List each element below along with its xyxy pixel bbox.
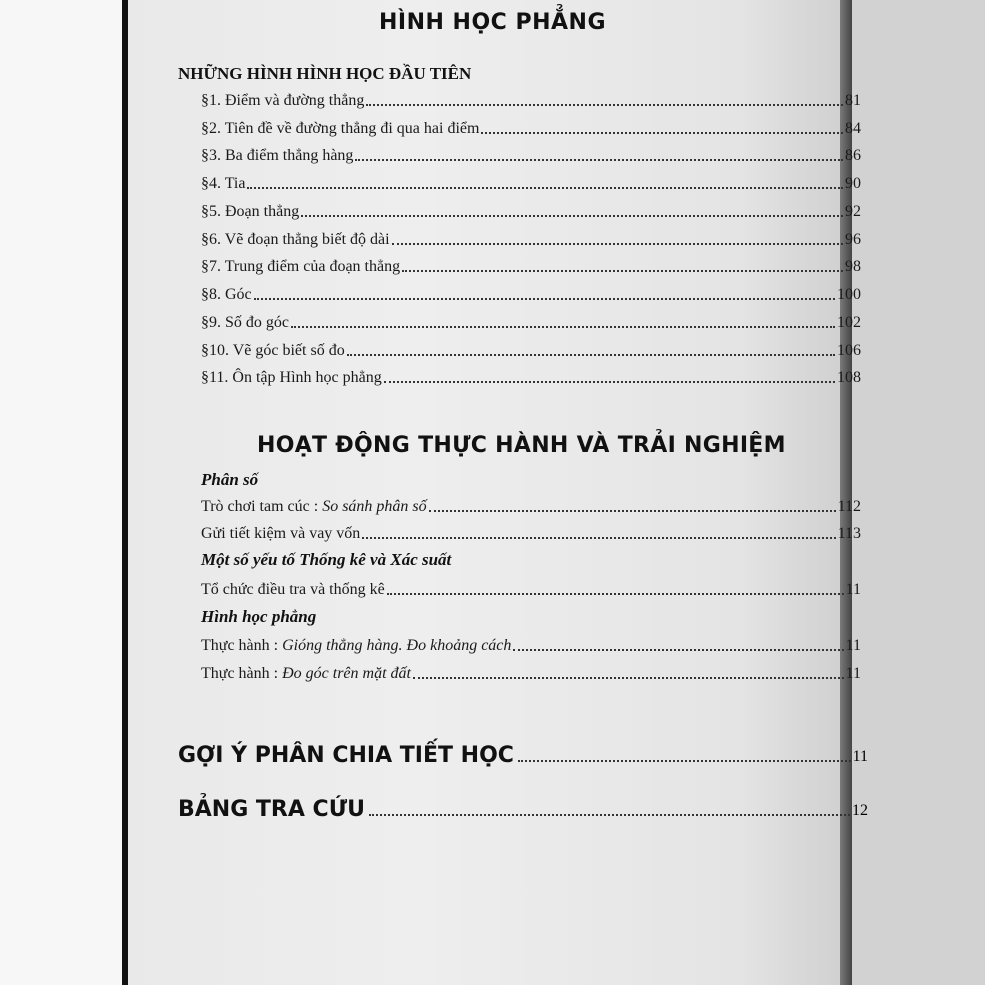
- toc-entry-page: 11: [845, 665, 861, 682]
- subsection-heading-fractions: Phân số: [201, 470, 259, 489]
- toc-entry-label: §4. Tia: [201, 175, 246, 192]
- dot-leader: [291, 326, 835, 328]
- dot-leader: [347, 354, 835, 356]
- dot-leader: [413, 677, 844, 679]
- dot-leader: [402, 270, 843, 272]
- toc-entry[interactable]: [201, 171, 861, 193]
- toc-entry-index[interactable]: [178, 790, 868, 822]
- toc-entry-label: §10. Vẽ góc biết số đo: [201, 342, 345, 359]
- toc-entry-label: Gửi tiết kiệm và vay vốn: [201, 525, 361, 542]
- toc-entry[interactable]: [201, 88, 861, 110]
- dot-leader: [366, 104, 843, 106]
- toc-entry[interactable]: [201, 338, 861, 360]
- toc-entry-page: 106: [837, 342, 861, 359]
- toc-entry[interactable]: [201, 227, 861, 249]
- toc-entry-label: Tổ chức điều tra và thống kê: [201, 581, 385, 598]
- toc-entry-label: Trò chơi tam cúc : So sánh phân số: [201, 498, 427, 515]
- toc-entry-page: 96: [845, 231, 861, 248]
- toc-entry-page: 112: [837, 498, 861, 515]
- dot-leader: [518, 760, 851, 762]
- toc-entry-page: 11: [845, 581, 861, 598]
- toc-entry[interactable]: [201, 365, 861, 387]
- toc-entry-label: Thực hành : Gióng thẳng hàng. Đo khoảng cách: [201, 637, 512, 654]
- dot-leader: [362, 537, 835, 539]
- dot-leader: [369, 814, 850, 816]
- section-heading-first-shapes: NHỮNG HÌNH HÌNH HỌC ĐẦU TIÊN: [178, 64, 472, 83]
- toc-entry-page: 86: [845, 147, 861, 164]
- toc-entry-label: §8. Góc: [201, 286, 252, 303]
- toc-entry[interactable]: [201, 282, 861, 304]
- dot-leader: [301, 215, 843, 217]
- toc-entry-label: §2. Tiên đề về đường thẳng đi qua hai điểm: [201, 120, 480, 137]
- toc-entry-page: 100: [837, 286, 861, 303]
- chapter-title: HÌNH HỌC PHẲNG: [378, 10, 607, 35]
- toc-entry-page: 102: [837, 314, 861, 331]
- dot-leader: [392, 243, 843, 245]
- toc-entry-page: 90: [845, 175, 861, 192]
- toc-entry-lesson-plan[interactable]: [178, 736, 868, 768]
- toc-entry[interactable]: [201, 577, 861, 599]
- toc-entry[interactable]: [201, 199, 861, 221]
- subsection-heading-statistics: Một số yếu tố Thống kê và Xác suất: [201, 550, 452, 569]
- toc-entry[interactable]: [201, 494, 861, 516]
- dot-leader: [387, 593, 844, 595]
- section-heading-practice: HOẠT ĐỘNG THỰC HÀNH VÀ TRẢI NGHIỆM: [257, 433, 786, 458]
- toc-entry[interactable]: [201, 661, 861, 683]
- toc-entry-label: §7. Trung điểm của đoạn thẳng: [201, 258, 401, 275]
- toc-entry[interactable]: [201, 633, 861, 655]
- toc-entry-label: GỢI Ý PHÂN CHIA TIẾT HỌC: [178, 743, 514, 768]
- toc-entry-label: BẢNG TRA CỨU: [178, 797, 365, 822]
- toc-entry-page: 81: [845, 92, 861, 109]
- dot-leader: [429, 510, 836, 512]
- toc-entry[interactable]: [201, 310, 861, 332]
- toc-entry-page: 11: [845, 637, 861, 654]
- toc-entry-label: §1. Điểm và đường thẳng: [201, 92, 365, 109]
- toc-entry-page: 92: [845, 203, 861, 220]
- subsection-heading-geometry: Hình học phẳng: [201, 607, 317, 626]
- toc-entry-label: §9. Số đo góc: [201, 314, 289, 331]
- dot-leader: [247, 187, 843, 189]
- toc-entry-page: 108: [837, 369, 861, 386]
- toc-entry[interactable]: [201, 143, 861, 165]
- toc-entry-label: Thực hành : Đo góc trên mặt đất: [201, 665, 411, 682]
- dot-leader: [513, 649, 843, 651]
- toc-entry-page: 84: [845, 120, 861, 137]
- toc-entry-page: 113: [837, 525, 861, 542]
- left-page-edge: [0, 0, 126, 985]
- toc-entry[interactable]: [201, 254, 861, 276]
- toc-entry-label: §6. Vẽ đoạn thẳng biết độ dài: [201, 231, 390, 248]
- dot-leader: [384, 381, 835, 383]
- dot-leader: [481, 132, 843, 134]
- toc-entry-page: 98: [845, 258, 861, 275]
- dot-leader: [355, 159, 843, 161]
- right-page-edge: [852, 0, 985, 985]
- toc-entry-label: §3. Ba điểm thẳng hàng: [201, 147, 354, 164]
- toc-entry-label: §11. Ôn tập Hình học phẳng: [201, 369, 382, 386]
- toc-entry-page: 11: [852, 748, 868, 765]
- toc-entry-label: §5. Đoạn thẳng: [201, 203, 300, 220]
- toc-entry[interactable]: [201, 521, 861, 543]
- toc-entry[interactable]: [201, 116, 861, 138]
- toc-entry-page: 12: [852, 802, 868, 819]
- dot-leader: [254, 298, 835, 300]
